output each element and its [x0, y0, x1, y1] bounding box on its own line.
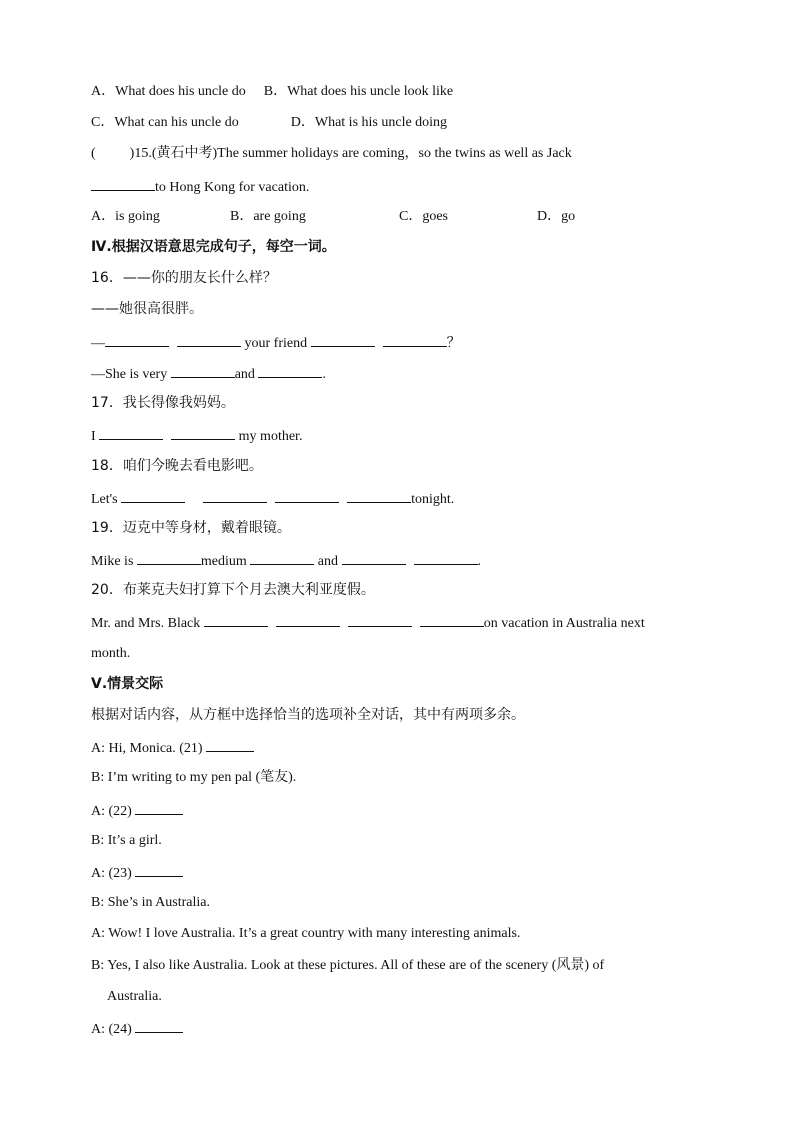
- q16-en2-and: and: [234, 367, 255, 382]
- dialogue-line-8-wrap: Australia.: [107, 989, 162, 1004]
- dialogue-line-3: [91, 800, 183, 822]
- q20-en-wrap: month.: [91, 646, 131, 661]
- q16-en-text: your friend: [244, 336, 308, 351]
- dialogue-line-9: [91, 1018, 183, 1040]
- dialogue-text: A: Hi, Monica. (21): [91, 741, 203, 756]
- answer-blank[interactable]: [347, 488, 411, 503]
- period: .: [477, 554, 481, 569]
- answer-blank[interactable]: [121, 488, 185, 503]
- answer-blank[interactable]: [99, 425, 163, 440]
- q18-cn: 18．咱们今晚去看电影吧。: [91, 458, 263, 474]
- q19-cn: 19．迈克中等身材，戴着眼镜。: [91, 520, 291, 536]
- dialogue-text: A: (24): [91, 1022, 132, 1037]
- section5-title: Ⅴ.情景交际: [91, 676, 164, 692]
- dialogue-line-8: B: Yes, I also like Australia. Look at these pictures. All of these are of the scenery (风景) of: [91, 958, 605, 973]
- answer-blank[interactable]: [177, 332, 241, 347]
- answer-blank[interactable]: [383, 332, 447, 347]
- dialogue-line-2: B: I’m writing to my pen pal (笔友).: [91, 770, 297, 785]
- answer-blank-23[interactable]: [135, 862, 183, 877]
- q20-en: [91, 612, 645, 634]
- q17-en: [91, 425, 302, 447]
- q14-option-d: D．What is his uncle doing: [290, 115, 448, 130]
- q18-en-start: Let's: [91, 492, 118, 507]
- q20-en-end: on vacation in Australia next: [483, 616, 645, 631]
- q15-stem: [91, 144, 572, 164]
- answer-blank[interactable]: [203, 488, 267, 503]
- q14-option-c: C．What can his uncle do: [91, 115, 239, 130]
- q16-cn-line1: 16．——你的朋友长什么样？: [91, 270, 277, 286]
- q15-stem-line2: [91, 176, 309, 198]
- answer-blank-21[interactable]: [206, 737, 254, 752]
- dash: —: [91, 336, 105, 351]
- dialogue-line-1: [91, 737, 254, 759]
- answer-blank-22[interactable]: [135, 800, 183, 815]
- answer-blank[interactable]: [105, 332, 169, 347]
- answer-blank[interactable]: [348, 612, 412, 627]
- q16-en-line2: [91, 363, 326, 385]
- answer-blank[interactable]: [171, 425, 235, 440]
- q15-stem2-text: to Hong Kong for vacation.: [155, 180, 310, 195]
- q16-en-line1: [91, 332, 461, 354]
- answer-blank-24[interactable]: [135, 1018, 183, 1033]
- answer-blank[interactable]: [311, 332, 375, 347]
- q15-option-d: D．go: [537, 209, 576, 224]
- dialogue-line-4: B: It’s a girl.: [91, 833, 162, 848]
- q15-option-c: C．goes: [399, 209, 448, 224]
- q19-en-and: and: [317, 554, 338, 569]
- answer-blank[interactable]: [342, 550, 406, 565]
- answer-blank[interactable]: [258, 363, 322, 378]
- q17-en-end: my mother.: [238, 429, 303, 444]
- dialogue-line-7: A: Wow! I love Australia. It’s a great country with many interesting animals.: [91, 926, 521, 941]
- q17-cn: 17．我长得像我妈妈。: [91, 395, 235, 411]
- q18-en-end: tonight.: [411, 492, 455, 507]
- question-mark: ？: [446, 336, 461, 351]
- q19-en-medium: medium: [200, 554, 247, 569]
- q19-en-start: Mike is: [91, 554, 134, 569]
- dialogue-text: A: (22): [91, 804, 132, 819]
- answer-blank[interactable]: [414, 550, 478, 565]
- answer-blank[interactable]: [91, 176, 155, 191]
- q20-cn: 20．布莱克夫妇打算下个月去澳大利亚度假。: [91, 582, 375, 598]
- answer-blank[interactable]: [250, 550, 314, 565]
- period: .: [322, 367, 326, 382]
- q14-option-a: A．What does his uncle do: [91, 84, 246, 99]
- dialogue-line-6: B: She’s in Australia.: [91, 895, 210, 910]
- q16-en2-start: —She is very: [91, 367, 168, 382]
- dialogue-line-5: [91, 862, 183, 884]
- q15-option-b: B．are going: [230, 209, 306, 224]
- section5-instruction: 根据对话内容，从方框中选择恰当的选项补全对话，其中有两项多余。: [91, 707, 525, 723]
- q14-options-row1: [91, 82, 453, 102]
- answer-blank[interactable]: [137, 550, 201, 565]
- answer-blank[interactable]: [204, 612, 268, 627]
- q16-cn-line2: ——她很高很胖。: [91, 301, 203, 317]
- answer-blank[interactable]: [276, 612, 340, 627]
- q20-en-start: Mr. and Mrs. Black: [91, 616, 201, 631]
- answer-blank[interactable]: [420, 612, 484, 627]
- q15-stem-text: 15.(黄石中考)The summer holidays are coming，so the twins as well as Jack: [134, 146, 572, 161]
- dialogue-text: A: (23): [91, 866, 132, 881]
- q15-option-a: A．is going: [91, 209, 160, 224]
- q14-option-b: B．What does his uncle look like: [263, 84, 454, 99]
- answer-paren-close: ): [129, 146, 135, 161]
- answer-paren-open: (: [91, 146, 96, 161]
- answer-blank[interactable]: [275, 488, 339, 503]
- q17-en-start: I: [91, 429, 96, 444]
- q14-options-row2: [91, 113, 447, 133]
- q19-en: [91, 550, 481, 572]
- answer-blank[interactable]: [171, 363, 235, 378]
- q18-en: [91, 488, 454, 510]
- section4-title: Ⅳ.根据汉语意思完成句子，每空一词。: [91, 239, 336, 255]
